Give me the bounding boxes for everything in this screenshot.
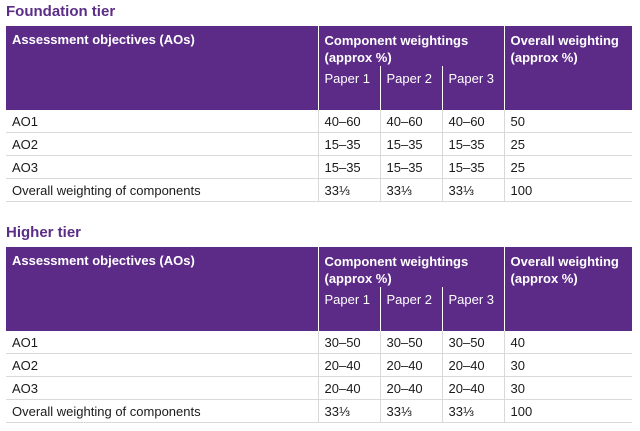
- higher-tier-title: Higher tier: [6, 224, 82, 241]
- table-row: [6, 377, 632, 400]
- overall-value: 50: [504, 110, 632, 133]
- paper-3-value: 40–60: [442, 110, 504, 133]
- overall-value: 30: [504, 354, 632, 377]
- row-label: AO2: [6, 133, 318, 156]
- table-row: [6, 400, 632, 423]
- header-paper-2: Paper 2: [380, 66, 442, 110]
- header-overall-weighting: Overall weighting (approx %): [504, 26, 632, 110]
- table-row: [6, 179, 632, 202]
- overall-value: 30: [504, 377, 632, 400]
- table-row: [6, 331, 632, 354]
- table-row: [6, 354, 632, 377]
- paper-2-value: 20–40: [380, 377, 442, 400]
- paper-1-value: 33⅓: [318, 400, 380, 423]
- paper-1-value: 40–60: [318, 110, 380, 133]
- row-label: Overall weighting of components: [6, 179, 318, 202]
- table-row: [6, 133, 632, 156]
- paper-2-value: 33⅓: [380, 400, 442, 423]
- overall-value: 100: [504, 400, 632, 423]
- foundation-tier-title: Foundation tier: [6, 3, 116, 20]
- paper-1-value: 15–35: [318, 156, 380, 179]
- paper-3-value: 33⅓: [442, 179, 504, 202]
- row-label: AO1: [6, 331, 318, 354]
- paper-1-value: 15–35: [318, 133, 380, 156]
- overall-value: 25: [504, 156, 632, 179]
- paper-2-value: 40–60: [380, 110, 442, 133]
- paper-3-value: 20–40: [442, 354, 504, 377]
- header-paper-3: Paper 3: [442, 66, 504, 110]
- row-label: Overall weighting of components: [6, 400, 318, 423]
- overall-value: 40: [504, 331, 632, 354]
- table-row: [6, 110, 632, 133]
- foundation-tier-table: [6, 26, 632, 202]
- paper-2-value: 30–50: [380, 331, 442, 354]
- paper-3-value: 20–40: [442, 377, 504, 400]
- overall-value: 25: [504, 133, 632, 156]
- paper-1-value: 33⅓: [318, 179, 380, 202]
- overall-value: 100: [504, 179, 632, 202]
- row-label: AO3: [6, 377, 318, 400]
- paper-3-value: 30–50: [442, 331, 504, 354]
- row-label: AO2: [6, 354, 318, 377]
- header-assessment-objectives: Assessment objectives (AOs): [6, 247, 318, 331]
- paper-3-value: 15–35: [442, 133, 504, 156]
- header-overall-weighting: Overall weighting (approx %): [504, 247, 632, 331]
- header-paper-1: Paper 1: [318, 287, 380, 331]
- header-paper-3: Paper 3: [442, 287, 504, 331]
- paper-3-value: 33⅓: [442, 400, 504, 423]
- paper-2-value: 15–35: [380, 156, 442, 179]
- header-paper-1: Paper 1: [318, 66, 380, 110]
- table-row: [6, 156, 632, 179]
- row-label: AO3: [6, 156, 318, 179]
- paper-1-value: 20–40: [318, 377, 380, 400]
- header-assessment-objectives: Assessment objectives (AOs): [6, 26, 318, 110]
- paper-1-value: 20–40: [318, 354, 380, 377]
- paper-1-value: 30–50: [318, 331, 380, 354]
- higher-tier-table: [6, 247, 632, 423]
- paper-2-value: 15–35: [380, 133, 442, 156]
- header-component-weightings: Component weightings (approx %): [318, 26, 504, 66]
- header-paper-2: Paper 2: [380, 287, 442, 331]
- paper-2-value: 33⅓: [380, 179, 442, 202]
- row-label: AO1: [6, 110, 318, 133]
- paper-2-value: 20–40: [380, 354, 442, 377]
- paper-3-value: 15–35: [442, 156, 504, 179]
- header-component-weightings: Component weightings (approx %): [318, 247, 504, 287]
